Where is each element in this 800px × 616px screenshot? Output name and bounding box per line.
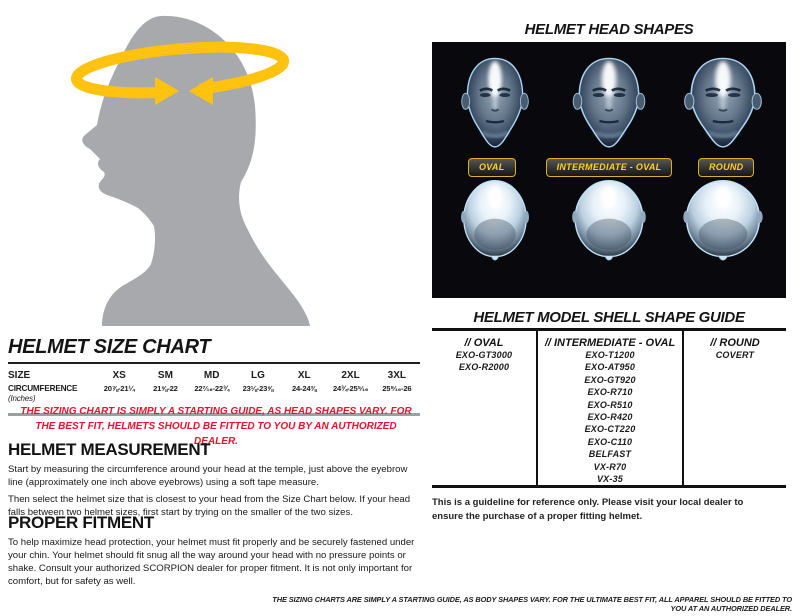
size-label-lg: LG [251,370,265,381]
round-face-illustration [677,54,769,154]
shell-shape-guide-title: HELMET MODEL SHELL SHAPE GUIDE [473,309,745,326]
circumference-value-3xl: 25⁹⁄₁₆-26 [382,384,412,393]
helmet-model: VX-R70 [593,461,627,472]
divider [8,362,420,364]
shape-label-intermediate-oval: INTERMEDIATE - OVAL [546,158,673,177]
size-chart-values-row [8,384,420,405]
helmet-model: EXO-R510 [587,399,633,410]
helmet-model: EXO-R420 [587,412,633,423]
shell-column-header: // INTERMEDIATE - OVAL [544,337,676,349]
size-label-md: MD [203,370,220,381]
shape-label-round: ROUND [698,158,755,177]
intermediate-oval-face-illustration [566,54,652,154]
front-faces-row [438,54,780,154]
helmet-model: BELFAST [588,449,632,460]
circumference-unit: (Inches) [8,394,36,404]
helmet-model: EXO-R2000 [458,362,510,373]
size-header-label: SIZE [8,370,31,381]
shell-column-header: // ROUND [710,337,760,349]
helmet-measurement-paragraph-1: Start by measuring the circumference around your head at the temple, just above the eyebrow line (approximately one inch above eyebrows) using a soft tape measure. [8,464,408,488]
head-silhouette [28,6,362,340]
helmet-measurement-paragraph-2: Then select the helmet size that is closest to your head from the Size Chart below. If your head falls between two helmet sizes, first start by trying on the smaller of the two sizes. [8,493,411,518]
helmet-measurement-title: HELMET MEASUREMENT [8,440,211,459]
helmet-measurement-section [8,440,420,519]
intermediate-oval-head-top-illustration [570,179,648,267]
top-view-heads-row [438,179,780,267]
helmet-model: COVERT [715,350,755,360]
shape-labels-row [438,158,780,177]
helmet-model: EXO-CT220 [584,424,636,435]
shell-guide-note: This is a guideline for reference only. Please visit your local dealer to ensure the purchase of a proper fitting helmet. [432,497,744,522]
size-label-xl: XL [297,370,311,381]
helmet-model: EXO-R710 [587,387,633,398]
head-shapes-panel [432,42,786,298]
shell-column-oval [432,331,536,485]
helmet-model: EXO-T1200 [585,350,635,360]
helmet-model: EXO-GT920 [584,374,636,385]
oval-head-top-illustration [459,179,531,267]
circumference-value-sm: 21⅝-22 [153,384,178,393]
shell-column-round [682,331,786,485]
head-measurement-diagram [28,6,362,340]
head-shapes-title: HELMET HEAD SHAPES [524,21,694,38]
bottom-disclaimer: THE SIZING CHARTS ARE SIMPLY A STARTING GUIDE, AS BODY SHAPES VARY. FOR THE ULTIMATE BEST FIT, ALL APPAREL SHOULD BE FITTED TO YOU AT AN AUTHORIZED DEALER. [272,595,792,613]
helmet-model: EXO-GT3000 [455,350,513,360]
circumference-value-xs: 20⅞-21¼ [103,384,135,393]
sizing-warning-text: THE SIZING CHART IS SIMPLY A STARTING GUIDE, AS HEAD SHAPES VARY. FOR THE BEST FIT, HELMETS SHOULD BE FITTED TO YOU BY AN AUTHORIZED DEALER. [20,406,412,447]
size-label-xs: XS [112,370,126,381]
circumference-value-md: 22⁷⁄₁₆-22¾ [194,384,230,393]
proper-fitment-section [8,513,420,588]
oval-face-illustration [455,54,535,154]
circumference-value-2xl: 24¾-25⁵⁄₁₆ [332,384,369,393]
proper-fitment-paragraph: To help maximize head protection, your helmet must fit properly and be securely fastened under your chin. Your helmet should fit snug all the way around your head with no pressure points or shake. Consult your authorized SCORPION dealer for proper fitment. It is not only important for comfort, but for safety as well. [8,537,415,587]
shell-column-intermediate-oval [536,331,682,485]
helmet-model: EXO-AT950 [584,362,636,373]
size-label-sm: SM [157,370,173,381]
circumference-value-xl: 24-24⅜ [291,384,317,393]
size-chart-header-row [8,370,420,381]
proper-fitment-title: PROPER FITMENT [8,513,154,532]
shell-column-header: // OVAL [464,337,504,349]
round-head-top-illustration [681,179,765,267]
size-chart-title: HELMET SIZE CHART [8,336,211,358]
circumference-label: CIRCUMFERENCE (Inches) [8,384,78,404]
helmet-model: EXO-C110 [587,436,633,447]
shell-shape-guide-table [432,328,786,488]
size-label-2xl: 2XL [341,370,360,381]
size-label-3xl: 3XL [387,370,406,381]
circumference-value-lg: 23⅛-23⅝ [242,384,274,393]
shape-label-oval: OVAL [468,158,516,177]
helmet-model: VX-35 [596,474,623,485]
